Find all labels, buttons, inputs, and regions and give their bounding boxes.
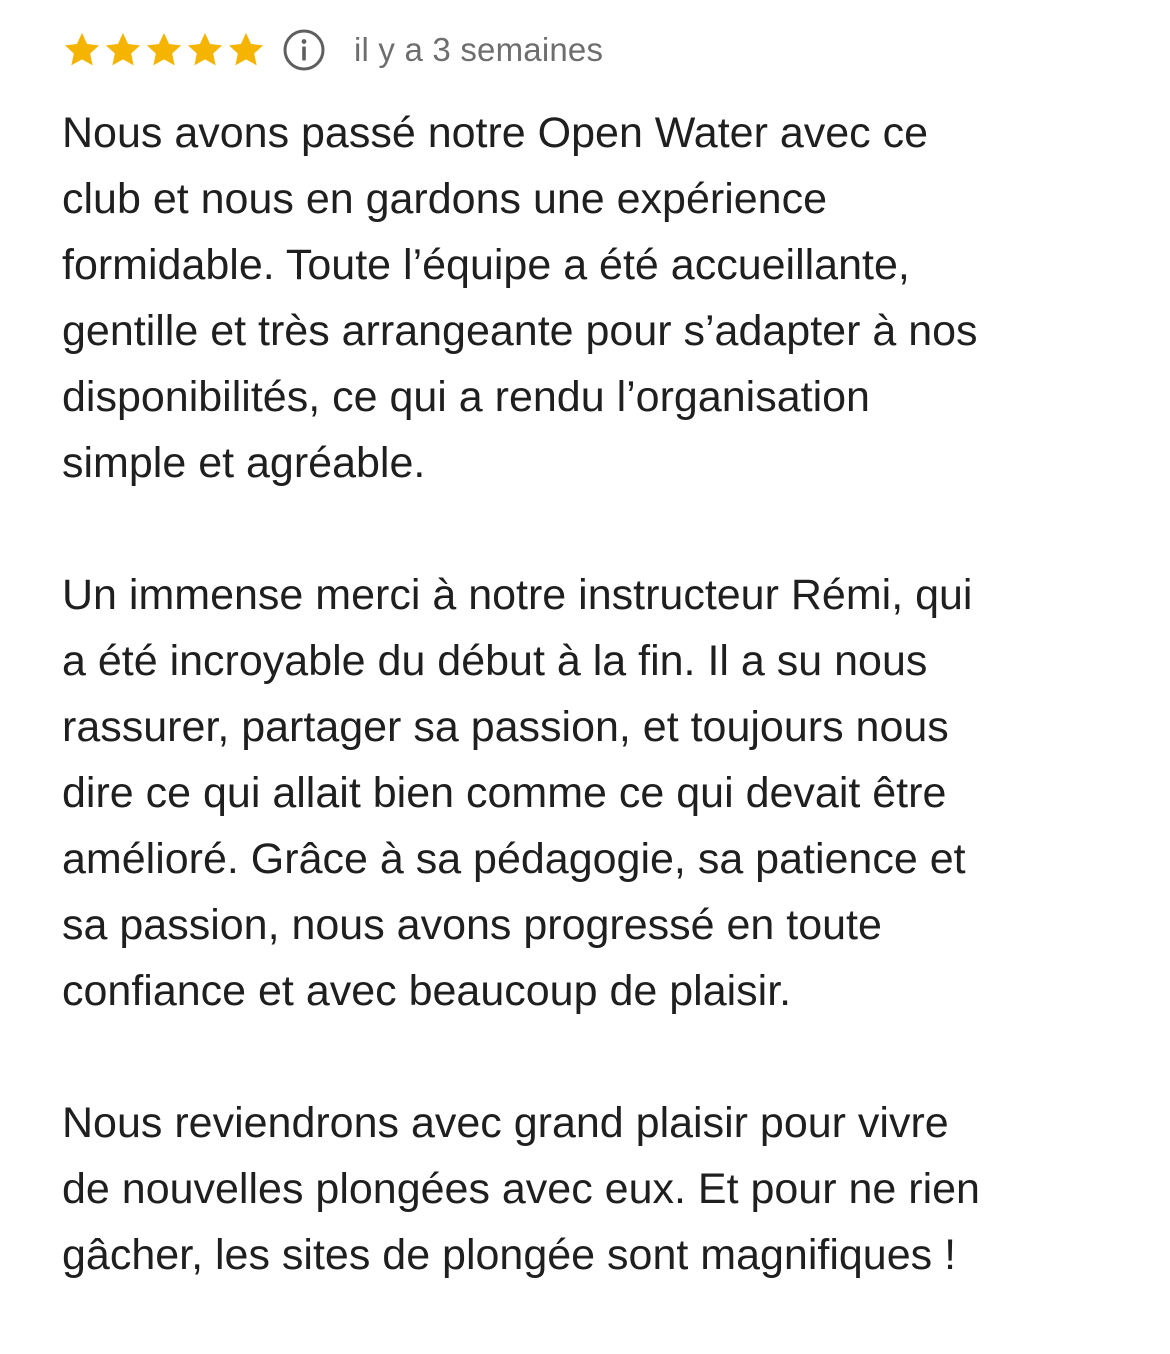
review-card [62, 24, 1142, 1354]
review-paragraph [62, 100, 1142, 496]
star-icon [185, 30, 225, 70]
review-line: Nous avons passé notre Open Water avec ce [62, 109, 929, 157]
review-line: gentille et très arrangeante pour s’adapter à nos [62, 307, 978, 355]
info-icon[interactable] [282, 28, 326, 72]
review-meta [62, 24, 1142, 76]
review-line: Un immense merci à notre instructeur Rémi, qui [62, 571, 973, 619]
review-line: confiance et avec beaucoup de plaisir. [62, 967, 792, 1015]
review-line: formidable. Toute l’équipe a été accueillante, [62, 241, 910, 289]
review-line: rassurer, partager sa passion, et toujours nous [62, 703, 949, 751]
review-line: simple et agréable. [62, 439, 426, 487]
star-icon [62, 30, 102, 70]
review-line: de nouvelles plongées avec eux. Et pour ne rien [62, 1165, 980, 1213]
review-paragraph [62, 1090, 1142, 1288]
review-date: il y a 3 semaines [354, 31, 604, 68]
review-line: dire ce qui allait bien comme ce qui devait être [62, 769, 947, 817]
star-icon [103, 30, 143, 70]
review-line: Nous reviendrons avec grand plaisir pour vivre [62, 1099, 949, 1147]
review-line: gâcher, les sites de plongée sont magnifiques ! [62, 1231, 957, 1279]
review-line: amélioré. Grâce à sa pédagogie, sa patience et [62, 835, 966, 883]
star-icon [144, 30, 184, 70]
review-line: sa passion, nous avons progressé en toute [62, 901, 882, 949]
star-rating [62, 30, 266, 70]
star-icon [226, 30, 266, 70]
review-paragraph [62, 562, 1142, 1024]
review-text [62, 100, 1142, 1288]
review-line: a été incroyable du début à la fin. Il a su nous [62, 637, 928, 685]
review-line: disponibilités, ce qui a rendu l’organisation [62, 373, 870, 421]
review-line: club et nous en gardons une expérience [62, 175, 827, 223]
